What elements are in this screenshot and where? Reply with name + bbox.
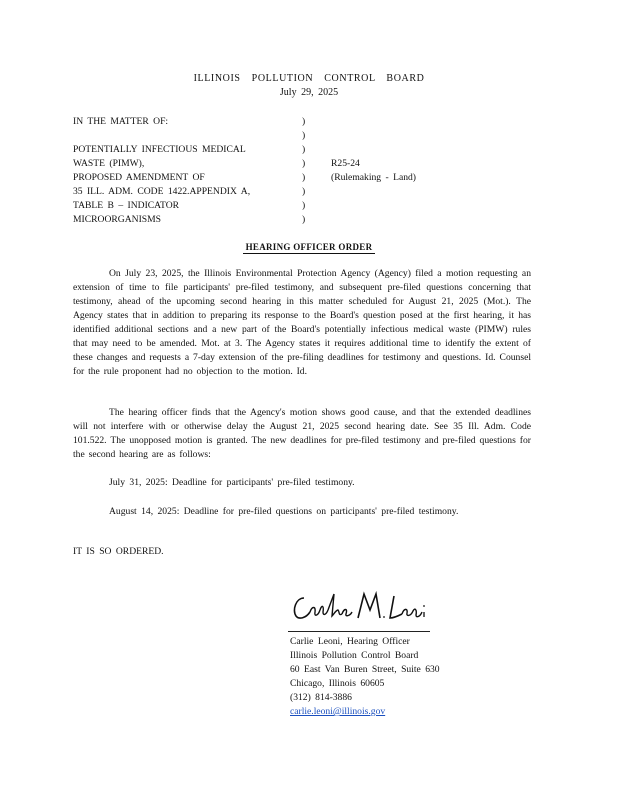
paragraph-finding: The hearing officer finds that the Agency's motion shows good cause, and that the extended deadlines will not interfere with or otherwise delay the August 21, 2025 second hearing date. See 35 Ill. Adm. Code 101.522. The unopposed motion is granted. The new deadlines for pre-filed testimony and pre-filed questions for the second hearing are as follows: [73, 407, 531, 460]
caption-paren: ) [302, 172, 306, 183]
caption-paren: ) [302, 214, 306, 225]
signer-org: Illinois Pollution Control Board [290, 650, 419, 661]
caption-paren: ) [302, 200, 306, 211]
caption-line: POTENTIALLY INFECTIOUS MEDICAL [73, 144, 246, 155]
caption-paren: ) [302, 116, 306, 127]
order-title [0, 242, 618, 253]
caption-paren: ) [302, 158, 306, 169]
caption-paren: ) [302, 130, 306, 141]
caption-line: MICROORGANISMS [73, 214, 161, 225]
signer-name-title: Carlie Leoni, Hearing Officer [290, 636, 410, 647]
signature-line [288, 631, 430, 632]
docket-type: (Rulemaking - Land) [331, 172, 416, 183]
order-title-text: HEARING OFFICER ORDER [243, 242, 376, 254]
docket-number: R25-24 [331, 158, 360, 169]
signature-block [290, 636, 440, 720]
signer-street: 60 East Van Buren Street, Suite 630 [290, 664, 440, 675]
caption-paren: ) [302, 144, 306, 155]
caption-left [73, 116, 250, 228]
paragraph-motion: On July 23, 2025, the Illinois Environmental Protection Agency (Agency) filed a motion requesting an extension of time to file participants' pre-filed testimony, and subsequent pre-filed questions concerning that testimony, ahead of the upcoming second hearing in this matter scheduled for August 21, 2025 (Mot.). The Agency states that in addition to preparing its response to the Board's question posed at the first hearing, it has identified additional sections and a new part of the Board's potentially infectious medical waste (PIMW) rules that may need to be amended. Mot. at 3. The Agency states it requires additional time to identify the extent of these changes and requests a 7-day extension of the pre-filing deadlines for testimony and questions. Id. Counsel for the rule proponent had no objection to the motion. Id. [73, 268, 531, 377]
agency-header: ILLINOIS POLLUTION CONTROL BOARD [193, 73, 425, 84]
handwritten-signature [290, 588, 430, 628]
closing-statement: IT IS SO ORDERED. [73, 546, 164, 557]
caption-line: IN THE MATTER OF: [73, 116, 169, 127]
caption-line: WASTE (PIMW), [73, 158, 145, 169]
caption-line: 35 ILL. ADM. CODE 1422.APPENDIX A, [73, 186, 251, 197]
signer-phone: (312) 814-3886 [290, 692, 352, 703]
signer-email-link[interactable]: carlie.leoni@illinois.gov [290, 706, 386, 717]
caption-right [331, 158, 416, 186]
caption-parens [302, 116, 305, 228]
caption-line [73, 130, 250, 144]
caption-line: PROPOSED AMENDMENT OF [73, 172, 205, 183]
deadline-testimony: July 31, 2025: Deadline for participants' pre-filed testimony. [109, 477, 355, 488]
signer-city: Chicago, Illinois 60605 [290, 678, 385, 689]
deadline-questions: August 14, 2025: Deadline for pre-filed questions on participants' pre-filed testimony. [109, 506, 459, 517]
order-date: July 29, 2025 [279, 87, 339, 98]
caption-paren: ) [302, 186, 306, 197]
caption-line: TABLE B – INDICATOR [73, 200, 180, 211]
